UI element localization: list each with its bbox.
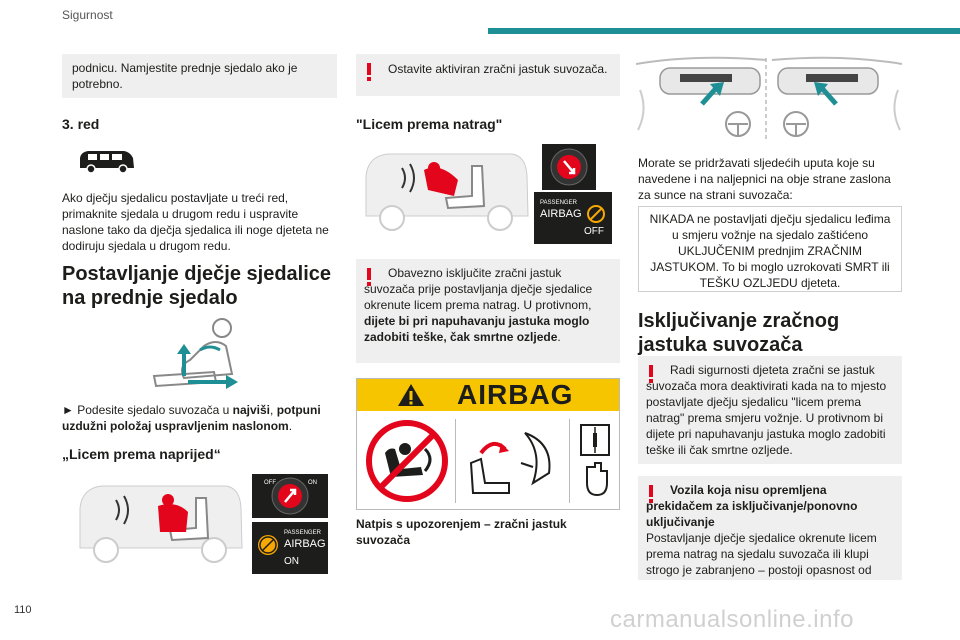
- van-icon: [78, 146, 136, 176]
- watermark: carmanualsonline.info: [610, 606, 854, 633]
- airbag-child-icon: [257, 534, 279, 556]
- intro-box: [62, 54, 337, 98]
- instr-pre: ► Podesite sjedalo suvozača u: [62, 403, 233, 417]
- warning-triangle-icon: [397, 383, 425, 407]
- instr-end: .: [288, 419, 293, 433]
- warning-text-2-bold: dijete bi pri napuhavanju jastuka moglo zadobiti teške, čak smrtne ozljede: [364, 314, 590, 344]
- warning-box-keep-airbag: [356, 54, 620, 96]
- instr-bold-2: potpuni uzdužni položaj uspravljenim naslonom: [62, 403, 321, 433]
- read-manual-icon: [577, 423, 613, 499]
- sun-visor-labels-illustration: [636, 50, 902, 146]
- svg-text:OFF: OFF: [264, 480, 276, 486]
- warning-text-4: [646, 482, 896, 578]
- warning-text-4-main: Postavljanje dječje sjedalice okrenute licem prema natrag na sjedalu suvozača ili klupi strogo je zabranjeno – postoji opasnost od: [646, 531, 877, 577]
- row3-text: Ako dječju sjedalicu postavljate u treći red, primaknite sjedala u drugom redu i uspravite naslone tako da dječja sjedalica ili noge djeteta ne dodiruju sjedala u drugom redu.: [62, 191, 329, 253]
- airbag-off-label: [534, 192, 612, 244]
- warning-text-2-end: .: [557, 330, 561, 344]
- airbag-label-caption: Natpis s upozorenjem – zračni jastuk suvozača: [356, 517, 567, 547]
- header-accent-bar: [488, 28, 960, 34]
- instr-bold-1: najviši: [232, 403, 271, 417]
- forward-facing-heading: „Licem prema naprijed“: [62, 446, 221, 462]
- seat-instruction: [62, 402, 342, 434]
- on-label-airbag: AIRBAG: [284, 538, 326, 550]
- off-label-airbag: AIRBAG: [540, 208, 582, 220]
- label-divider: [455, 419, 456, 503]
- seat-airbag-deploy-icon: [463, 423, 561, 499]
- label-divider: [569, 419, 570, 503]
- rear-airbag-switch-icon: [542, 144, 596, 190]
- warning-text-2: [364, 265, 614, 345]
- no-rear-facing-seat-icon: [365, 419, 449, 503]
- seat-adjust-icon: [144, 316, 244, 390]
- svg-text:ON: ON: [308, 480, 317, 486]
- front-seat-heading: Postavljanje dječje sjedalice na prednje sjedalo: [62, 263, 332, 309]
- warning-text-2-main: Obavezno isključite zračni jastuk suvozača prije postavljanja dječje sjedalice okrenute licem prema natrag. U protivnom,: [364, 266, 593, 312]
- forward-airbag-switch-icon: [252, 474, 328, 518]
- warning-box-child-safety: [638, 356, 902, 464]
- intro-text: podnicu. Namjestite prednje sjedalo ako je potrebno.: [72, 61, 298, 91]
- airbag-on-label: [252, 522, 328, 574]
- disable-airbag-heading: Isključivanje zračnog jastuka suvozača: [638, 310, 840, 356]
- warning-text-3: Radi sigurnosti djeteta zračni se jastuk suvozača mora deaktivirati kada na to mjesto postavljate dječju sjedalicu "licem prema natrag" prema smjeru vožnje. U protivnom bi dijete pri napuhavanju jastuka moglo zadobiti teške ili čak smrtne ozljede.: [646, 363, 887, 457]
- on-label-state: ON: [284, 556, 299, 567]
- warning-box-no-switch: [638, 476, 902, 580]
- off-label-passenger: PASSENGER: [540, 200, 577, 206]
- forward-facing-car-illustration: [76, 478, 244, 566]
- warning-text-1: Ostavite aktiviran zračni jastuk suvozača.: [388, 62, 608, 76]
- airbag-off-icon: [586, 204, 606, 224]
- instructions-paragraph: Morate se pridržavati sljedećih uputa koje su navedene i na naljepnici na obje strane zaslona za sunce na strani suvozača:: [638, 156, 891, 202]
- airbag-label-title: AIRBAG: [457, 379, 574, 410]
- sun-visor-notice: [638, 206, 902, 292]
- off-label-state: OFF: [584, 226, 604, 237]
- warning-text-4-bold: Vozila koja nisu opremljena prekidačem za isključivanje/ponovno uključivanje: [646, 483, 858, 529]
- warning-box-disable-airbag: [356, 259, 620, 363]
- rear-facing-car-illustration: [362, 146, 530, 234]
- instr-sep: ,: [270, 403, 277, 417]
- warning-exclamation-icon: [364, 63, 374, 81]
- airbag-warning-label: [356, 378, 620, 510]
- rear-facing-heading: "Licem prema natrag": [356, 116, 503, 132]
- page-number: 110: [14, 604, 32, 616]
- row3-heading: 3. red: [62, 116, 100, 132]
- on-label-passenger: PASSENGER: [284, 530, 321, 536]
- notice-text: NIKADA ne postavljati dječju sjedalicu leđima u smjeru vožnje na sjedalo zaštićeno UKLJUČENIM prednjim ZRAČNIM JASTUKOM. To bi moglo uzrokovati SMRT ili TEŠKU OZLJEDU djeteta.: [649, 212, 891, 290]
- section-title: Sigurnost: [62, 8, 113, 22]
